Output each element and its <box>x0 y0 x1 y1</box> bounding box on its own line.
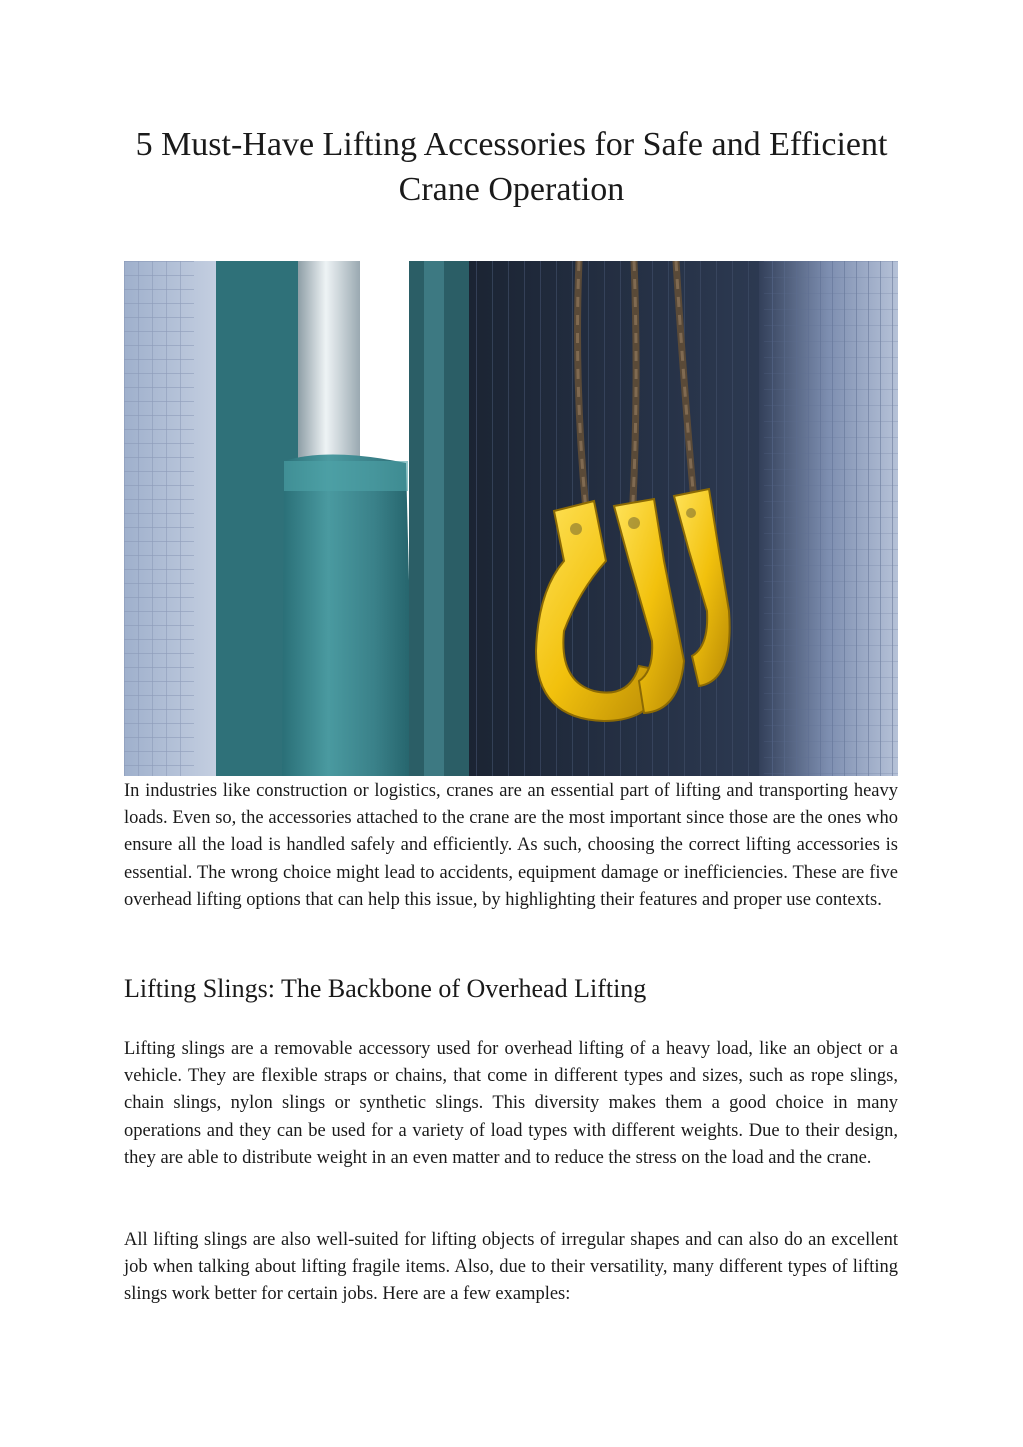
intro-paragraph: In industries like construction or logistics, cranes are an essential part of lifting and transporting heavy loads. Even so, the accessories attached to the crane are the most important since those are the ones who ensure all the load is handled safely and efficiently. As such, choosing the correct lifting accessories is essential. The wrong choice might lead to accidents, equipment damage or inefficiencies. These are five overhead lifting options that can help this issue, by highlighting their features and proper use contexts. <box>124 781 898 910</box>
body-paragraph: Lifting slings are a removable accessory used for overhead lifting of a heavy load, like an object or a vehicle. They are flexible straps or chains, that come in different types and sizes, such as rope slings, chain slings, nylon slings or synthetic slings. This diversity makes them a good choice in many operations and they can be used for a variety of load types with different weights. Due to their design, they are able to distribute weight in an even matter and to reduce the stress on the load and the crane. <box>124 1039 898 1168</box>
body-paragraph: All lifting slings are also well-suited for lifting objects of irregular shapes and can also do an excellent job when talking about lifting fragile items. Also, due to their versatility, many different types of lifting slings work better for certain jobs. Here are a few examples: <box>124 1230 898 1305</box>
hero-image <box>124 261 898 776</box>
page-title: 5 Must-Have Lifting Accessories for Safe and Efficient Crane Operation <box>135 126 888 208</box>
section-heading-lifting-slings: Lifting Slings: The Backbone of Overhead Lifting <box>124 974 647 1003</box>
